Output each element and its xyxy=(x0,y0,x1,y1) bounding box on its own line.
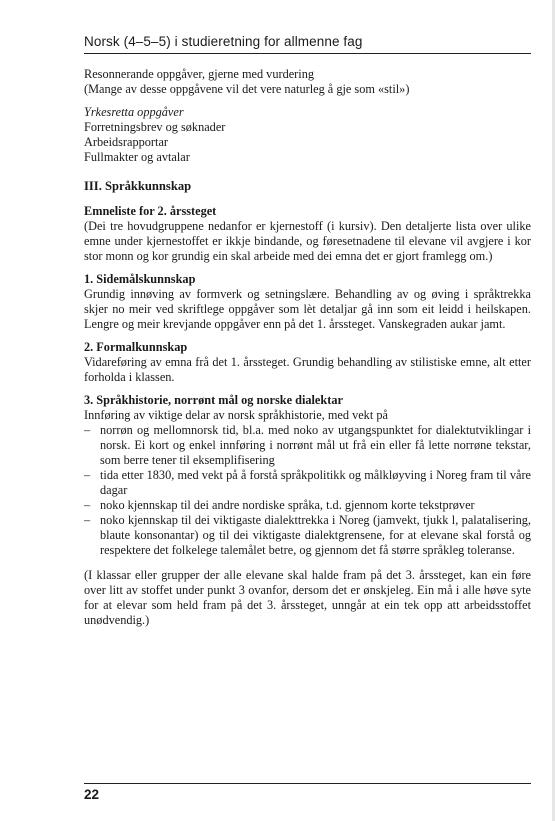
dash-marker: – xyxy=(84,513,91,527)
yrkesretta-item: Arbeidsrapportar xyxy=(84,135,168,149)
emneliste-heading: Emneliste for 2. årssteget xyxy=(84,204,217,218)
list-item: – norrøn og mellomnorsk tid, bl.a. med noko av utgangspunktet for dialektutviklingar i norsk. Ei kort og enkel innføring i norrønt mål ut frå ein eller få lette norrøne tekstar, som berre tener til eksemplifisering xyxy=(84,423,531,467)
sprakhistorie-intro: Innføring av viktige delar av norsk språkhistorie, med vekt på xyxy=(84,408,388,422)
formal-text: Vidareføring av emna frå det 1. årssteget. Grundig behandling av stilistiske emne, alt etter forholda i klassen. xyxy=(84,355,531,384)
dash-marker: – xyxy=(84,468,91,482)
page-content xyxy=(84,67,531,628)
yrkesretta-item: Fullmakter og avtalar xyxy=(84,150,190,164)
running-header: Norsk (4–5–5) i studieretning for allmenne fag xyxy=(84,34,363,49)
formal-heading: 2. Formalkunnskap xyxy=(84,340,188,354)
sprakhistorie-heading: 3. Språkhistorie, norrønt mål og norske dialektar xyxy=(84,393,343,407)
page-number: 22 xyxy=(84,787,100,802)
yrkesretta-heading: Yrkesretta oppgåver xyxy=(84,105,184,119)
intro-line-2: (Mange av desse oppgåvene vil det vere naturleg å gje som «stil») xyxy=(84,82,410,96)
footer-rule xyxy=(84,783,531,784)
dash-marker: – xyxy=(84,498,91,512)
yrkesretta-item: Forretningsbrev og søknader xyxy=(84,120,226,134)
section-heading-sprakkunnskap: III. Språkkunnskap xyxy=(84,179,192,193)
sidemal-heading: 1. Sidemålskunnskap xyxy=(84,272,196,286)
list-item: – noko kjennskap til dei andre nordiske språka, t.d. gjennom korte tekstprøver xyxy=(84,498,475,512)
list-item: – tida etter 1830, med vekt på å forstå språkpolitikk og målkløyving i Noreg fram til våre dagar xyxy=(84,468,531,497)
header-rule xyxy=(84,53,531,54)
intro-line-1: Resonnerande oppgåver, gjerne med vurdering xyxy=(84,67,314,81)
dash-marker: – xyxy=(84,423,91,437)
emneliste-text: (Dei tre hovudgruppene nedanfor er kjernestoff (i kursiv). Den detaljerte lista over ulike emne under kjernestoffet er ikkje bindande, og føresetnadene til elevane vil avgjere i kor stor monn og kor grundig ein skal arbeide med dei emna det er gjort framlegg om.) xyxy=(84,219,531,263)
closing-paragraph: (I klassar eller grupper der alle elevane skal halde fram på det 3. årssteget, kan ein føre over litt av stoffet under punkt 3 ovanfor, dersom det er ønskjeleg. Ein må i alle høve syte for at elevar som held fram på det 3. årssteget, unngår at ein tek opp att arbeidsstoffet unødvendig.) xyxy=(84,568,531,627)
sprakhistorie-list xyxy=(84,423,531,558)
sidemal-text: Grundig innøving av formverk og setningslære. Behandling av og øving i språktrekka skjer no meir ved skriftlege oppgåver som lèt detaljar gå inn som eit leidd i heilskapen. Lengre og meir krevjande oppgåver enn på det 1. årssteget. Vanskegraden aukar jamt. xyxy=(84,287,531,331)
list-item: – noko kjennskap til dei viktigaste dialekttrekka i Noreg (jamvekt, tjukk l, palatalisering, blaute konsonantar) og til dei viktigaste dialektgrensene, for at elevane skal forstå og respektere det folkelege talemålet betre, og gjennom det få større språkleg toleranse. xyxy=(84,513,531,557)
